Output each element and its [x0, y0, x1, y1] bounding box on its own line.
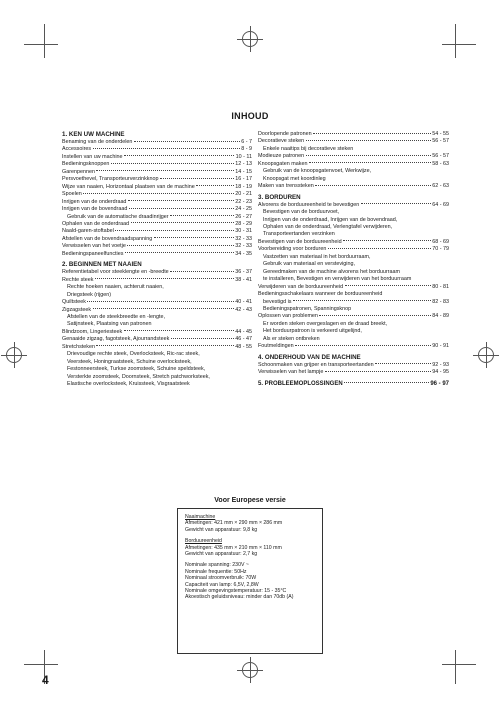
embroidery-weight: Gewicht van apparatuur: 2,7 kg [185, 551, 258, 558]
dot-leader [154, 237, 234, 238]
toc-entry-pages: 6 - 7 [241, 139, 252, 145]
toc-entry-title: Afstellen van de bovendraadspanning [62, 235, 153, 242]
spec-line: Akoestisch geluidsniveau: minder dan 70db (A) [185, 594, 294, 601]
toc-section-heading: 3. BORDUREN [258, 193, 301, 201]
toc-entry [62, 184, 252, 191]
dot-leader [315, 185, 430, 186]
toc-entry-title: Bedieningspaneelfuncties [62, 250, 124, 257]
toc-subentry: Drievoudige rechte steek, Overlocksteek, Ric-rac steek, [67, 351, 200, 358]
page-title: INHOUD [231, 111, 269, 121]
toc-entry [62, 228, 252, 235]
toc-entry-pages: 20 - 21 [235, 191, 252, 198]
toc-entry [62, 344, 252, 351]
toc-subentry: Enkele naaitips bij decoratieve steken [263, 145, 354, 152]
dot-leader [361, 203, 431, 204]
dot-leader [127, 245, 233, 246]
spec-line: Capaciteit van lamp: 6,5V, 2,8W [185, 581, 259, 588]
toc-entry [62, 336, 252, 343]
toc-entry-title: Blindzoom, Lingeriesteek [62, 328, 123, 335]
toc-entry [62, 206, 252, 213]
dot-leader [328, 248, 431, 249]
registration-mark [242, 31, 258, 47]
machine-dimensions: Afmetingen: 421 mm × 290 mm × 286 mm [185, 520, 283, 527]
toc-entry-title: Ophalen van de onderdraad [62, 220, 130, 227]
toc-entry [62, 277, 252, 284]
toc-entry [62, 139, 252, 146]
toc-subentry: Driegsteek (rijgen) [67, 291, 112, 298]
toc-entry-pages: 26 - 27 [235, 213, 252, 220]
toc-entry-title: Benaming van de onderdelen [62, 139, 133, 145]
toc-entry-pages: 56 - 57 [432, 153, 449, 160]
toc-entry [258, 131, 449, 138]
dot-leader [128, 200, 234, 201]
dot-leader [115, 230, 233, 231]
dot-leader [83, 193, 233, 194]
toc-section-heading: 1. KEN UW MACHINE [62, 131, 125, 138]
toc-subentry: Veersteek, Honingraatsteek, Schuine overlocksteek, [67, 358, 192, 365]
toc-entry-title: Knoopsgaten maken [258, 160, 308, 167]
toc-entry-pages: 64 - 69 [432, 201, 449, 208]
dot-leader [95, 278, 234, 279]
toc-entry-title: Naald-garen-stoftabel [62, 228, 114, 235]
dot-leader [319, 315, 430, 316]
toc-entry-title: Alvorens de borduureenheid te bevestigen [258, 201, 360, 208]
euro-version-title: Voor Europese versie [214, 497, 286, 504]
toc-entry-pages: 44 - 45 [235, 328, 252, 335]
toc-entry [258, 343, 449, 350]
toc-entry-pages: 12 - 13 [235, 161, 252, 168]
toc-entry-pages: 24 - 25 [235, 206, 252, 213]
toc-entry [62, 221, 252, 228]
toc-entry [62, 243, 252, 250]
dot-leader [171, 338, 234, 339]
dot-leader [111, 163, 234, 164]
toc-entry-title: Instellen van uw machine [62, 153, 123, 160]
dot-leader [170, 271, 234, 272]
toc-subentry: Het borduurpatroon is verkeerd uitgelijnd, [263, 328, 362, 335]
dot-leader [125, 252, 234, 253]
toc-entry-pages: 92 - 93 [432, 361, 449, 368]
toc-entry-pages: 80 - 81 [432, 283, 449, 290]
toc-entry-pages: 62 - 63 [432, 183, 449, 190]
crop-mark [44, 24, 45, 58]
dot-leader [131, 222, 234, 223]
dot-leader [87, 301, 233, 302]
toc-entry-pages: 18 - 19 [235, 183, 252, 190]
toc-entry-pages: 32 - 33 [235, 243, 252, 250]
dot-leader [96, 170, 233, 171]
toc-entry [258, 161, 449, 168]
toc-entry [62, 169, 252, 176]
toc-subentry: Versterkte zoomsteek, Doornsteek, Stretch patchworksteek, [67, 373, 210, 380]
toc-entry-title: Maken van trenssteken [258, 183, 314, 190]
embroidery-heading: Borduureenheid [185, 538, 222, 545]
toc-entry [62, 269, 252, 276]
dot-leader [313, 133, 431, 134]
toc-entry-title: Decoratieve steken [258, 138, 305, 145]
toc-entry-title: Persvoethevel, Transporteurverzinkknop [62, 176, 159, 183]
crop-mark [455, 24, 456, 58]
toc-entry-title: Oplossen van problemen [258, 313, 318, 320]
toc-entry [62, 176, 252, 183]
toc-entry [258, 284, 449, 291]
toc-section-heading: 4. ONDERHOUD VAN DE MACHINE [258, 353, 361, 361]
toc-subentry: Bevestigen van de borduurvoet, [263, 209, 340, 216]
toc-entry-title: Schoonmaken van grijper en transporteertanden [258, 361, 374, 368]
toc-entry-title: Inrijgen van de onderdraad [62, 198, 127, 205]
toc-entry-pages: 16 - 17 [235, 176, 252, 183]
toc-entry-pages: 84 - 89 [432, 313, 449, 320]
toc-section-heading: 2. BEGINNEN MET NAAIEN [62, 261, 142, 269]
toc-entry [62, 146, 252, 153]
dot-leader [309, 162, 431, 163]
toc-entry-pages: 56 - 57 [432, 138, 449, 145]
toc-entry [62, 154, 252, 161]
toc-entry [62, 329, 252, 336]
toc-section-entry [258, 380, 449, 388]
dot-leader [343, 240, 431, 241]
toc-entry-pages: 90 - 91 [432, 343, 449, 350]
toc-subentry: Als er steken ontbreken [263, 335, 320, 342]
toc-entry-title: bevestigd is [263, 298, 292, 305]
dot-leader [375, 363, 431, 364]
toc-entry-title: Referentietabel voor steeklengte en -breedte [62, 269, 169, 276]
crop-mark [24, 664, 58, 665]
toc-subentry: Vastzetten van materiaal in het borduurraam, [263, 253, 371, 260]
dot-leader [344, 382, 429, 383]
toc-subentry: Bedieningspatronen, Spanningsknop [263, 305, 352, 312]
toc-entry-pages: 32 - 33 [235, 235, 252, 242]
toc-subentry: Elastische overlocksteek, Kruissteek, Visgraatsteek [67, 381, 190, 388]
toc-left-column [62, 131, 252, 389]
toc-entry-pages: 22 - 23 [235, 198, 252, 205]
toc-subentry: Gereedmaken van de machine alvorens het borduurraam [263, 268, 400, 275]
toc-entry-title: Garenpennen [62, 168, 95, 175]
toc-subentry: Rechte hoeken naaien, achteruit naaien, [67, 284, 164, 291]
spec-line: Nominale frequentie: 50Hz [185, 568, 247, 575]
toc-subentry: Bedieningsschakelaars wanneer de borduureenheid [258, 291, 383, 298]
toc-entry-title: Quiltsteek [62, 299, 86, 306]
toc-entry [258, 239, 449, 246]
toc-entry-title: Bevestigen van de borduureenheid [258, 238, 342, 245]
toc-entry-title: Modieuze patronen [258, 153, 305, 160]
toc-entry-title: Zigzagsteek [62, 306, 92, 313]
toc-subentry: Afstellen van de steekbreedte en -lengte, [67, 313, 165, 320]
toc-entry [258, 246, 449, 253]
toc-subentry: Gebruik van de knoopsgatenvoet, Werkwijze, [263, 168, 372, 175]
page-number: 4 [42, 673, 49, 687]
dot-leader [93, 308, 234, 309]
toc-entry-pages: 94 - 95 [432, 369, 449, 376]
toc-entry-pages: 40 - 41 [235, 299, 252, 306]
dot-leader [306, 155, 431, 156]
machine-heading: Naaimachine [185, 514, 216, 520]
toc-entry [62, 199, 252, 206]
toc-entry-title: Bedieningsknoppen [62, 161, 110, 168]
dot-leader [93, 148, 240, 149]
toc-entry-title: Gebruik van de automatische draadinrijger [67, 213, 169, 220]
toc-entry [258, 202, 449, 209]
toc-entry [62, 191, 252, 198]
toc-entry [258, 138, 449, 145]
toc-entry-title: 5. PROBLEEMOPLOSSINGEN [258, 380, 343, 387]
toc-entry-title: Stretchsteken [62, 343, 95, 350]
toc-entry-title: Rechte steek [62, 276, 94, 283]
toc-entry-pages: 28 - 29 [235, 220, 252, 227]
dot-leader [295, 345, 431, 346]
dot-leader [196, 185, 233, 186]
toc-entry-pages: 14 - 15 [235, 168, 252, 175]
toc-subentry: Gebruik van materiaal en versteviging, [263, 261, 355, 268]
crop-mark [24, 44, 58, 45]
toc-entry-pages: 70 - 79 [432, 246, 449, 253]
toc-subentry: Ophalen van de onderdraad, Verlengtafel verwijderen, [263, 223, 393, 230]
toc-subentry: Transporteertanden verzinken [263, 231, 335, 238]
crop-mark [455, 650, 456, 684]
toc-entry-title: Accessoires [62, 146, 92, 153]
machine-weight: Gewicht van apparatuur: 9,8 kg [185, 526, 258, 533]
registration-mark [6, 347, 22, 363]
toc-entry-title: Doorlopende patronen [258, 131, 312, 137]
toc-entry [258, 183, 449, 190]
dot-leader [134, 141, 240, 142]
dot-leader [160, 178, 234, 179]
crop-mark [442, 664, 476, 665]
toc-entry-pages: 58 - 63 [432, 160, 449, 167]
toc-entry [258, 299, 449, 306]
embroidery-dimensions: Afmetingen: 435 mm × 210 mm × 110 mm [185, 544, 282, 551]
euro-spec-box [177, 508, 323, 654]
spec-line: Nominale spanning: 230V ~ [185, 562, 249, 569]
toc-entry-pages: 8 - 9 [241, 146, 252, 153]
toc-entry-title: Verwijderen van de borduureenheid [258, 283, 344, 290]
toc-entry-pages: 82 - 83 [432, 298, 449, 305]
toc-entry [258, 153, 449, 160]
toc-entry [62, 236, 252, 243]
toc-entry [258, 362, 449, 369]
dot-leader [124, 155, 234, 156]
toc-entry-title: Genaaide zigzag, fagotsteek, Ajourrandsteek [62, 336, 170, 343]
registration-mark [242, 662, 258, 678]
toc-entry-title: Voorbereiding voor borduren [258, 246, 327, 253]
toc-entry-title: Verwisselen van het lampje [258, 369, 324, 376]
toc-entry-pages: 54 - 55 [432, 131, 449, 137]
toc-subentry: Inrijgen van de onderdraad, Inrijgen van de bovendraad, [263, 216, 398, 223]
dot-leader [293, 300, 431, 301]
dot-leader [345, 285, 431, 286]
toc-entry [62, 251, 252, 258]
toc-entry-pages: 46 - 47 [235, 336, 252, 343]
toc-entry-pages: 30 - 31 [235, 228, 252, 235]
toc-right-column [258, 131, 449, 388]
toc-subentry: Satijnsteek, Plaatsing van patronen [67, 321, 152, 328]
toc-entry-pages: 68 - 69 [432, 238, 449, 245]
registration-mark [478, 347, 494, 363]
dot-leader [306, 140, 431, 141]
toc-entry [62, 161, 252, 168]
crop-mark [442, 44, 476, 45]
dot-leader [129, 208, 234, 209]
dot-leader [170, 215, 234, 216]
toc-subentry: Festonneersteek, Turkse zoomsteek, Schuine speldsteek, [67, 366, 206, 373]
toc-entry-pages: 96 - 97 [430, 380, 449, 387]
toc-entry-title: Inrijgen van de bovendraad [62, 206, 128, 213]
toc-entry-pages: 36 - 37 [235, 269, 252, 276]
dot-leader [96, 345, 233, 346]
toc-entry-title: Foutmeldingen [258, 343, 294, 350]
toc-entry-pages: 34 - 35 [235, 250, 252, 257]
toc-subentry: Knoopsgat met koordinleg [263, 175, 326, 182]
toc-entry [62, 299, 252, 306]
toc-entry-title: Verwisselen van het voetje [62, 243, 126, 250]
toc-subentry: Er worden steken overgeslagen en de draad breekt, [263, 320, 388, 327]
toc-entry [258, 369, 449, 376]
toc-entry [62, 307, 252, 314]
toc-entry-pages: 10 - 11 [235, 153, 252, 160]
spec-line: Nominaal stroomverbruik: 70W [185, 575, 257, 582]
toc-entry-pages: 42 - 43 [235, 306, 252, 313]
dot-leader [325, 371, 431, 372]
toc-entry [62, 214, 252, 221]
toc-entry-pages: 48 - 55 [235, 343, 252, 350]
toc-subentry: te installeren, Bevestigen en verwijderen van het borduurraam [263, 276, 412, 283]
toc-entry [258, 313, 449, 320]
spec-line: Nominale omgevingstemperatuur: 15 - 35°C [185, 588, 287, 595]
dot-leader [124, 330, 234, 331]
toc-entry-title: Wijze van naaien, Horizontaal plaatsen van de machine [62, 183, 195, 190]
toc-entry-pages: 38 - 41 [235, 276, 252, 283]
toc-entry-title: Spoelen [62, 191, 82, 198]
